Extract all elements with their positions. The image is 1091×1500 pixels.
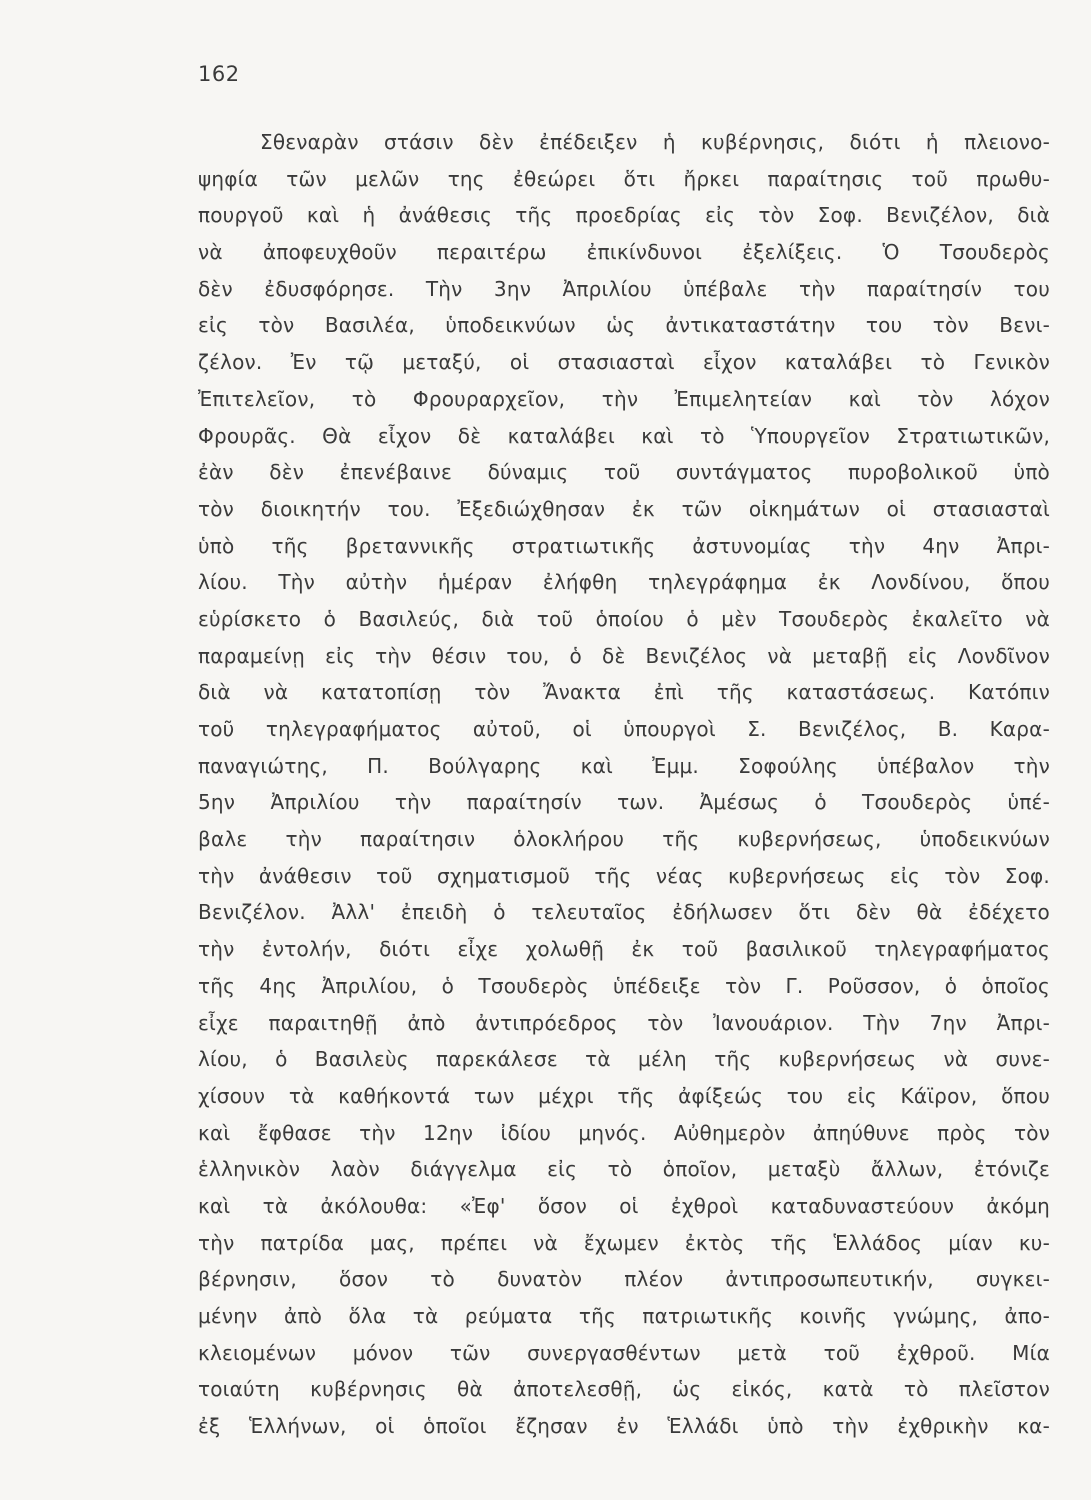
text-line: χίσουν τὰ καθήκοντά των μέχρι τῆς ἀφίξεώς του εἰς Κάϊρον, ὅπου bbox=[198, 1083, 1050, 1108]
text-line: καὶ ἔφθασε τὴν 12ην ἰδίου μηνός. Αὐθημερὸν ἀπηύθυνε πρὸς τὸν bbox=[198, 1120, 1050, 1145]
text-line: ἑλληνικὸν λαὸν διάγγελμα εἰς τὸ ὁποῖον, μεταξὺ ἄλλων, ἐτόνιζε bbox=[198, 1157, 1050, 1182]
text-line: Σθεναρὰν στάσιν δὲν ἐπέδειξεν ἡ κυβέρνησις, διότι ἡ πλειονο- bbox=[260, 130, 1050, 154]
text-line: ἐὰν δὲν ἐπενέβαινε δύναμις τοῦ συντάγματος πυροβολικοῦ ὑπὸ bbox=[198, 460, 1050, 485]
text-line: 5ην Ἀπριλίου τὴν παραίτησίν των. Ἀμέσως ὁ Τσουδερὸς ὑπέ- bbox=[198, 790, 1050, 815]
text-line: παραμείνῃ εἰς τὴν θέσιν του, ὁ δὲ Βενιζέλος νὰ μεταβῇ εἰς Λονδῖνον bbox=[198, 643, 1050, 668]
text-line: βέρνησιν, ὅσον τὸ δυνατὸν πλέον ἀντιπροσωπευτικήν, συγκει- bbox=[198, 1267, 1050, 1292]
text-line: μένην ἀπὸ ὅλα τὰ ρεύματα τῆς πατριωτικῆς κοινῆς γνώμης, ἀπο- bbox=[198, 1304, 1050, 1328]
text-line: κλειομένων μόνον τῶν συνεργασθέντων μετὰ τοῦ ἐχθροῦ. Μία bbox=[198, 1340, 1050, 1365]
text-line: εὑρίσκετο ὁ Βασιλεύς, διὰ τοῦ ὁποίου ὁ μὲν Τσουδερὸς ἐκαλεῖτο νὰ bbox=[198, 606, 1050, 631]
page-number: 162 bbox=[198, 62, 240, 86]
text-line: Φρουρᾶς. Θὰ εἶχον δὲ καταλάβει καὶ τὸ Ὑπουργεῖον Στρατιωτικῶν, bbox=[198, 423, 1050, 448]
text-line: διὰ νὰ κατατοπίσῃ τὸν Ἄνακτα ἐπὶ τῆς καταστάσεως. Κατόπιν bbox=[198, 680, 1050, 705]
text-line: παναγιώτης, Π. Βούλγαρης καὶ Ἐμμ. Σοφούλης ὑπέβαλον τὴν bbox=[198, 753, 1050, 778]
text-line: Βενιζέλον. Ἀλλ' ἐπειδὴ ὁ τελευταῖος ἐδήλωσεν ὅτι δὲν θὰ ἐδέχετο bbox=[198, 900, 1050, 925]
text-line: ζέλον. Ἐν τῷ μεταξύ, οἱ στασιασταὶ εἶχον καταλάβει τὸ Γενικὸν bbox=[198, 350, 1050, 375]
text-line: καὶ τὰ ἀκόλουθα: «Ἐφ' ὅσον οἱ ἐχθροὶ καταδυναστεύουν ἀκόμη bbox=[198, 1193, 1050, 1218]
text-line: νὰ ἀποφευχθοῦν περαιτέρω ἐπικίνδυνοι ἐξελίξεις. Ὁ Τσουδερὸς bbox=[198, 240, 1050, 265]
text-line: τὴν πατρίδα μας, πρέπει νὰ ἔχωμεν ἐκτὸς τῆς Ἑλλάδος μίαν κυ- bbox=[198, 1230, 1050, 1255]
text-line: τὴν ἀνάθεσιν τοῦ σχηματισμοῦ τῆς νέας κυβερνήσεως εἰς τὸν Σοφ. bbox=[198, 863, 1050, 888]
text-line: δὲν ἐδυσφόρησε. Τὴν 3ην Ἀπριλίου ὑπέβαλε τὴν παραίτησίν του bbox=[198, 276, 1050, 301]
text-line: βαλε τὴν παραίτησιν ὁλοκλήρου τῆς κυβερνήσεως, ὑποδεικνύων bbox=[198, 827, 1050, 852]
text-line: λίου. Τὴν αὐτὴν ἡμέραν ἐλήφθη τηλεγράφημα ἐκ Λονδίνου, ὅπου bbox=[198, 570, 1050, 595]
text-line: τῆς 4ης Ἀπριλίου, ὁ Τσουδερὸς ὑπέδειξε τὸν Γ. Ροῦσσον, ὁ ὁποῖος bbox=[198, 973, 1050, 998]
text-line: ὑπὸ τῆς βρεταννικῆς στρατιωτικῆς ἀστυνομίας τὴν 4ην Ἀπρι- bbox=[198, 533, 1050, 558]
text-line: Ἐπιτελεῖον, τὸ Φρουραρχεῖον, τὴν Ἐπιμελητείαν καὶ τὸν λόχον bbox=[198, 386, 1050, 411]
body-text bbox=[198, 124, 1050, 1445]
text-line: εἶχε παραιτηθῇ ἀπὸ ἀντιπρόεδρος τὸν Ἰανουάριον. Τὴν 7ην Ἀπρι- bbox=[198, 1010, 1050, 1035]
text-line: λίου, ὁ Βασιλεὺς παρεκάλεσε τὰ μέλη τῆς κυβερνήσεως νὰ συνε- bbox=[198, 1047, 1050, 1072]
text-line: πουργοῦ καὶ ἡ ἀνάθεσις τῆς προεδρίας εἰς τὸν Σοφ. Βενιζέλον, διὰ bbox=[198, 203, 1050, 228]
text-line: ψηφία τῶν μελῶν της ἐθεώρει ὅτι ἤρκει παραίτησις τοῦ πρωθυ- bbox=[198, 166, 1050, 191]
text-line: τὸν διοικητήν του. Ἐξεδιώχθησαν ἐκ τῶν οἰκημάτων οἱ στασιασταὶ bbox=[198, 496, 1050, 521]
text-line: τοιαύτη κυβέρνησις θὰ ἀποτελεσθῇ, ὡς εἰκός, κατὰ τὸ πλεῖστον bbox=[198, 1377, 1050, 1402]
text-line: ἐξ Ἑλλήνων, οἱ ὁποῖοι ἔζησαν ἐν Ἑλλάδι ὑπὸ τὴν ἐχθρικὴν κα- bbox=[198, 1414, 1050, 1439]
text-line: τὴν ἐντολήν, διότι εἶχε χολωθῇ ἐκ τοῦ βασιλικοῦ τηλεγραφήματος bbox=[198, 937, 1050, 962]
text-line: εἰς τὸν Βασιλέα, ὑποδεικνύων ὡς ἀντικαταστάτην του τὸν Βενι- bbox=[198, 313, 1050, 338]
text-line: τοῦ τηλεγραφήματος αὐτοῦ, οἱ ὑπουργοὶ Σ. Βενιζέλος, Β. Καρα- bbox=[198, 717, 1050, 741]
